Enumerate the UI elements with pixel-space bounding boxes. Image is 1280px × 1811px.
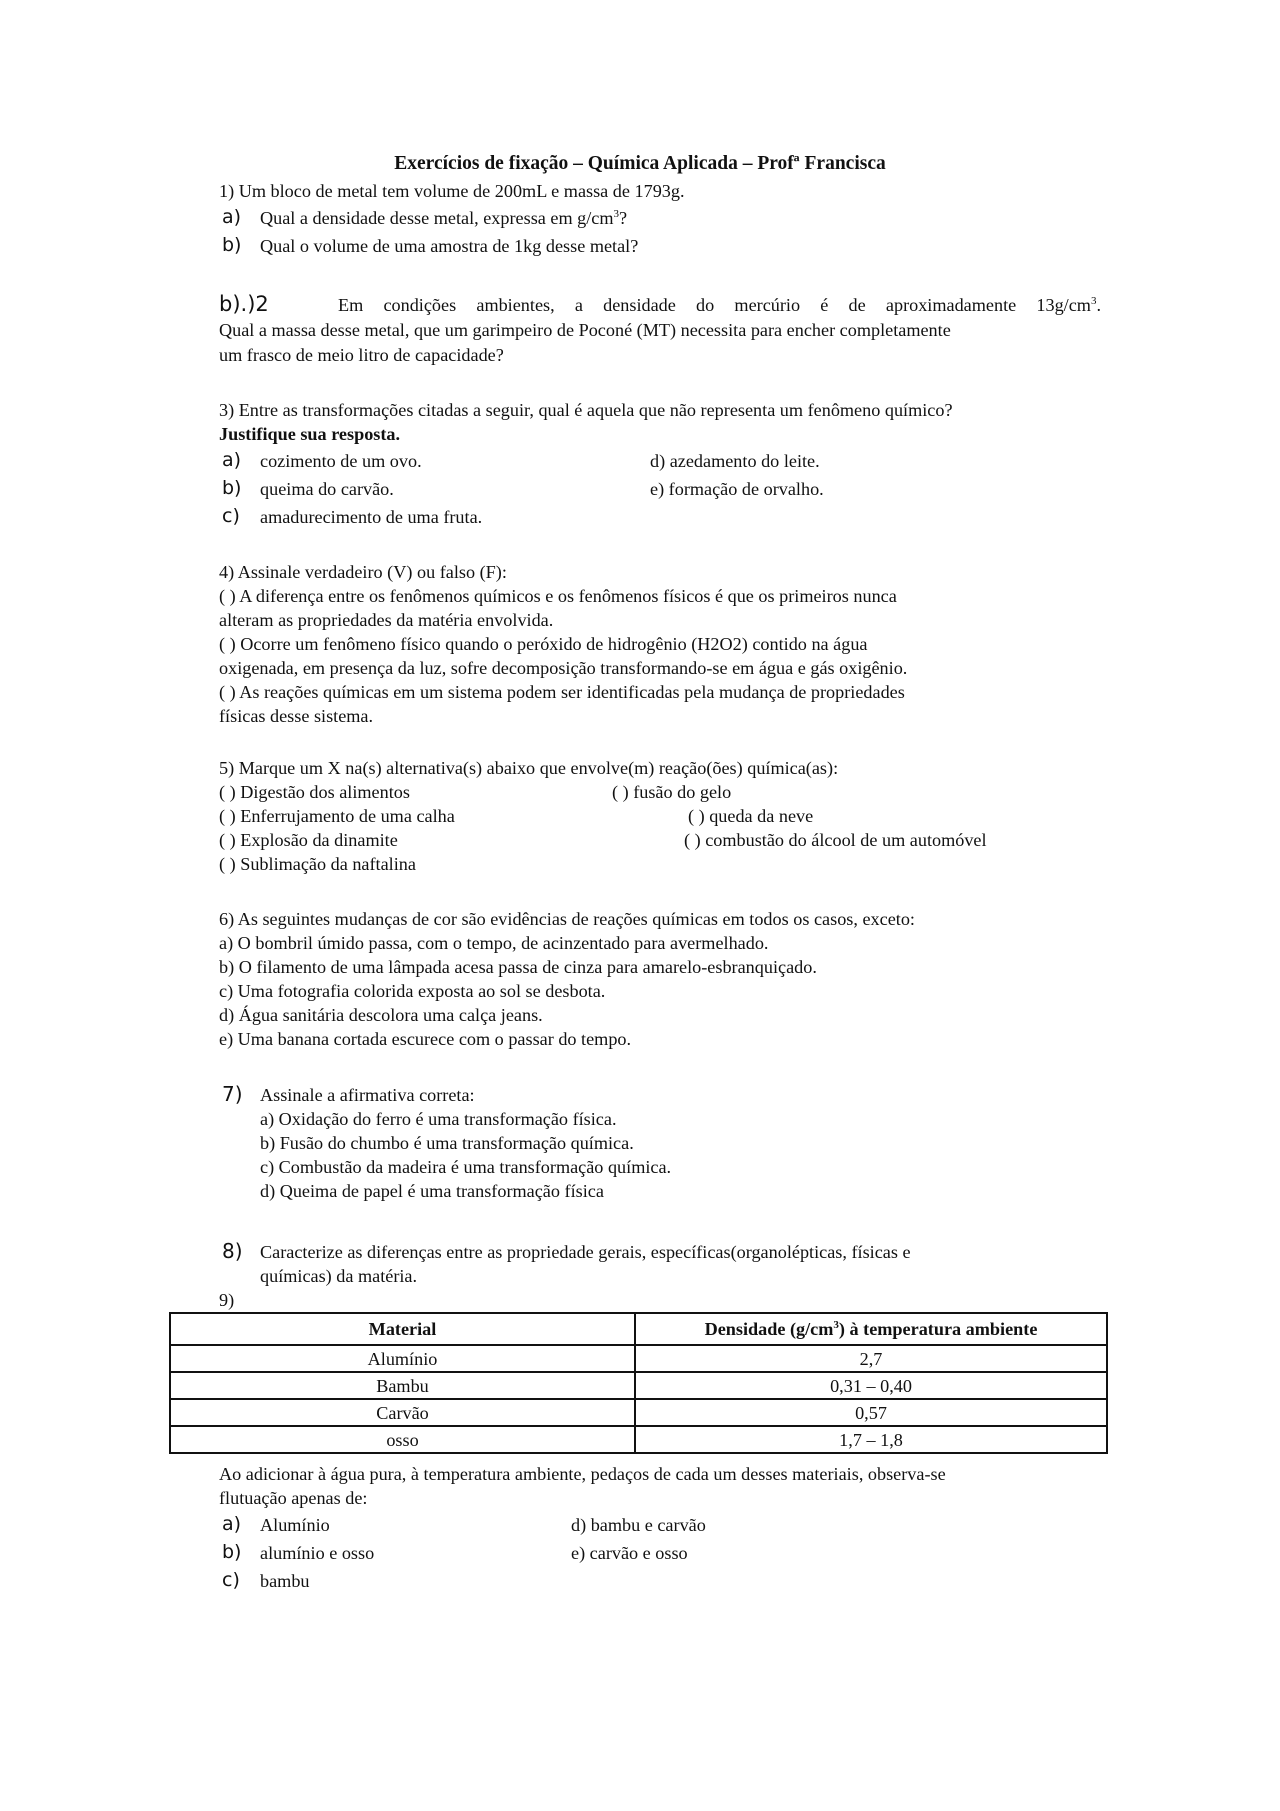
q4-statement-2: ( ) Ocorre um fenômeno físico quando o peróxido de hidrogênio (H2O2) contido na água	[219, 634, 868, 654]
question-8-marker: 8)	[222, 1239, 243, 1263]
question-1-stem: 1) Um bloco de metal tem volume de 200mL e massa de 1793g.	[219, 181, 685, 201]
q9-item-a-marker: a)	[222, 1513, 242, 1535]
question-8-line-1: Caracterize as diferenças entre as propriedade gerais, específicas(organolépticas, físicas e	[260, 1242, 911, 1262]
header-density: Densidade $(g/cm^3)$ à temperatura ambiente	[635, 1313, 1107, 1345]
question-2-line-2: Qual a massa desse metal, que um garimpeiro de Poconé (MT) necessita para encher completamente	[219, 320, 951, 340]
q6-item-a: a) O bombril úmido passa, com o tempo, de acinzentado para avermelhado.	[219, 933, 769, 953]
q4-statement-3: ( ) As reações químicas em um sistema podem ser identificadas pela mudança de propriedades	[219, 682, 905, 702]
cell-density: 0,31 – 0,40	[635, 1372, 1107, 1399]
question-6-stem: 6) As seguintes mudanças de cor são evidências de reações químicas em todos os casos, exceto:	[219, 909, 915, 929]
q4-statement-1: ( ) A diferença entre os fenômenos químicos e os fenômenos físicos é que os primeiros nunca	[219, 586, 897, 606]
q4-statement-3-cont: físicas desse sistema.	[219, 706, 374, 726]
q5-option-combustao: ( ) combustão do álcool de um automóvel	[684, 830, 987, 850]
question-2-line-1: Em condições ambientes, a densidade do mercúrio é de aproximadamente $13g/cm^3$.	[338, 295, 1101, 315]
q5-option-queda-neve: ( ) queda da neve	[688, 806, 814, 826]
q9-item-d: d) bambu e carvão	[571, 1515, 706, 1535]
question-3-instruction: Justifique sua resposta.	[219, 424, 401, 444]
question-2-line-3: um frasco de meio litro de capacidade?	[219, 345, 504, 365]
q1-item-a: Qual a densidade desse metal, expressa em $g/cm^3$?	[260, 208, 628, 228]
table-header-row	[170, 1313, 1107, 1345]
q1-item-b: Qual o volume de uma amostra de 1kg desse metal?	[260, 236, 639, 256]
q9-item-e: e) carvão e osso	[571, 1543, 688, 1563]
q6-item-c: c) Uma fotografia colorida exposta ao sol se desbota.	[219, 981, 606, 1001]
q5-option-enferrujamento: ( ) Enferrujamento de uma calha	[219, 806, 455, 826]
table-row	[170, 1372, 1107, 1399]
q5-option-digestao: ( ) Digestão dos alimentos	[219, 782, 410, 802]
question-7-stem: Assinale a afirmativa correta:	[260, 1085, 475, 1105]
q4-statement-1-cont: alteram as propriedades da matéria envolvida.	[219, 610, 554, 630]
question-9-marker: 9)	[219, 1290, 235, 1310]
table-row	[170, 1399, 1107, 1426]
question-8-line-2: químicas) da matéria.	[260, 1266, 418, 1286]
q9-item-b-marker: b)	[222, 1541, 242, 1563]
q3-item-a: cozimento de um ovo.	[260, 451, 422, 471]
q3-item-d: d) azedamento do leite.	[650, 451, 820, 471]
q4-statement-2-cont: oxigenada, em presença da luz, sofre decomposição transformando-se em água e gás oxigênio.	[219, 658, 908, 678]
q9-paragraph-line-1: Ao adicionar à água pura, à temperatura ambiente, pedaços de cada um desses materiais, observa-se	[219, 1464, 946, 1484]
q7-item-c: c) Combustão da madeira é uma transformação química.	[260, 1157, 672, 1177]
q3-item-e: e) formação de orvalho.	[650, 479, 824, 499]
q5-option-sublimacao: ( ) Sublimação da naftalina	[219, 854, 416, 874]
q9-item-c: bambu	[260, 1571, 310, 1591]
density-table	[169, 1312, 1108, 1454]
q5-option-fusao: ( ) fusão do gelo	[612, 782, 732, 802]
q6-item-d: d) Água sanitária descolora uma calça jeans.	[219, 1005, 543, 1025]
question-5-stem: 5) Marque um X na(s) alternativa(s) abaixo que envolve(m) reação(ões) química(as):	[219, 758, 839, 778]
q3-item-b: queima do carvão.	[260, 479, 394, 499]
q7-item-d: d) Queima de papel é uma transformação física	[260, 1181, 604, 1201]
cell-material: Carvão	[170, 1399, 635, 1426]
header-material: Material	[170, 1313, 635, 1345]
q7-item-b: b) Fusão do chumbo é uma transformação química.	[260, 1133, 634, 1153]
table-row	[170, 1345, 1107, 1372]
question-3-stem: 3) Entre as transformações citadas a seguir, qual é aquela que não representa um fenômeno químico?	[219, 400, 953, 420]
cell-density: 1,7 – 1,8	[635, 1426, 1107, 1453]
q7-item-a: a) Oxidação do ferro é uma transformação física.	[260, 1109, 617, 1129]
q3-item-a-marker: a)	[222, 449, 242, 471]
cell-material: osso	[170, 1426, 635, 1453]
q3-item-b-marker: b)	[222, 477, 242, 499]
question-2-marker: b).)2	[219, 292, 269, 316]
q3-item-c-marker: c)	[222, 505, 240, 527]
q1-item-a-marker: a)	[222, 206, 242, 228]
q6-item-e: e) Uma banana cortada escurece com o passar do tempo.	[219, 1029, 632, 1049]
q5-option-explosao: ( ) Explosão da dinamite	[219, 830, 398, 850]
q6-item-b: b) O filamento de uma lâmpada acesa passa de cinza para amarelo-esbranquiçado.	[219, 957, 817, 977]
cell-density: 0,57	[635, 1399, 1107, 1426]
cell-material: Alumínio	[170, 1345, 635, 1372]
q3-item-c: amadurecimento de uma fruta.	[260, 507, 483, 527]
cell-density: 2,7	[635, 1345, 1107, 1372]
q9-item-a: Alumínio	[260, 1515, 330, 1535]
question-7-marker: 7)	[222, 1082, 243, 1106]
q9-paragraph-line-2: flutuação apenas de:	[219, 1488, 368, 1508]
table-row	[170, 1426, 1107, 1453]
q9-item-c-marker: c)	[222, 1569, 240, 1591]
q1-item-b-marker: b)	[222, 234, 242, 256]
question-4-stem: 4) Assinale verdadeiro (V) ou falso (F):	[219, 562, 507, 582]
page-title: Exercícios de fixação – Química Aplicada – Profª Francisca	[394, 153, 886, 174]
cell-material: Bambu	[170, 1372, 635, 1399]
q9-item-b: alumínio e osso	[260, 1543, 375, 1563]
